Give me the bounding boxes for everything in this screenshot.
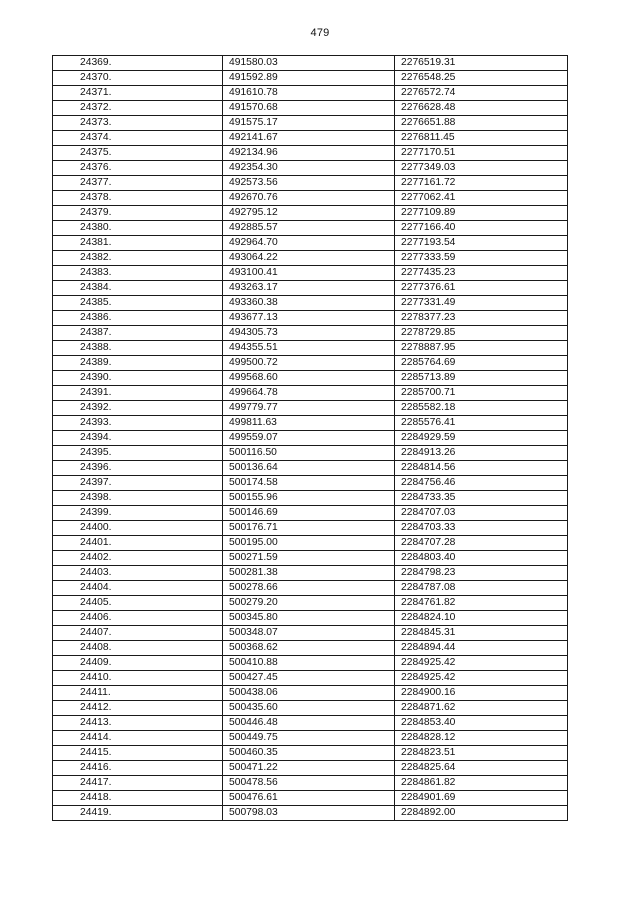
- x-coordinate-cell: 491592.89: [223, 71, 395, 86]
- y-coordinate-cell: 2278887.95: [395, 341, 568, 356]
- point-number-cell: 24395.: [53, 446, 223, 461]
- x-coordinate-cell: 500345.80: [223, 611, 395, 626]
- table-row: [53, 446, 568, 461]
- y-coordinate-cell: 2277331.49: [395, 296, 568, 311]
- x-coordinate-cell: 491610.78: [223, 86, 395, 101]
- table-row: [53, 731, 568, 746]
- y-coordinate-cell: 2277109.89: [395, 206, 568, 221]
- table-row: [53, 341, 568, 356]
- y-coordinate-cell: 2284756.46: [395, 476, 568, 491]
- y-coordinate-cell: 2276519.31: [395, 56, 568, 71]
- table-row: [53, 371, 568, 386]
- y-coordinate-cell: 2276651.88: [395, 116, 568, 131]
- y-coordinate-cell: 2284861.82: [395, 776, 568, 791]
- y-coordinate-cell: 2284901.69: [395, 791, 568, 806]
- x-coordinate-cell: 491575.17: [223, 116, 395, 131]
- x-coordinate-cell: 499500.72: [223, 356, 395, 371]
- y-coordinate-cell: 2284707.03: [395, 506, 568, 521]
- x-coordinate-cell: 499779.77: [223, 401, 395, 416]
- y-coordinate-cell: 2284798.23: [395, 566, 568, 581]
- x-coordinate-cell: 500798.03: [223, 806, 395, 821]
- point-number-cell: 24370.: [53, 71, 223, 86]
- y-coordinate-cell: 2285764.69: [395, 356, 568, 371]
- x-coordinate-cell: 493064.22: [223, 251, 395, 266]
- table-row: [53, 626, 568, 641]
- y-coordinate-cell: 2278377.23: [395, 311, 568, 326]
- page-number: 479: [310, 27, 330, 39]
- table-row: [53, 206, 568, 221]
- point-number-cell: 24385.: [53, 296, 223, 311]
- y-coordinate-cell: 2284828.12: [395, 731, 568, 746]
- x-coordinate-cell: 500136.64: [223, 461, 395, 476]
- x-coordinate-cell: 500476.61: [223, 791, 395, 806]
- table-row: [53, 161, 568, 176]
- x-coordinate-cell: 500174.58: [223, 476, 395, 491]
- point-number-cell: 24379.: [53, 206, 223, 221]
- point-number-cell: 24403.: [53, 566, 223, 581]
- x-coordinate-cell: 499664.78: [223, 386, 395, 401]
- table-row: [53, 701, 568, 716]
- y-coordinate-cell: 2284929.59: [395, 431, 568, 446]
- x-coordinate-cell: 500279.20: [223, 596, 395, 611]
- point-number-cell: 24377.: [53, 176, 223, 191]
- y-coordinate-cell: 2277193.54: [395, 236, 568, 251]
- x-coordinate-cell: 499559.07: [223, 431, 395, 446]
- point-number-cell: 24393.: [53, 416, 223, 431]
- x-coordinate-cell: 500449.75: [223, 731, 395, 746]
- table-row: [53, 416, 568, 431]
- x-coordinate-cell: 500471.22: [223, 761, 395, 776]
- y-coordinate-cell: 2277062.41: [395, 191, 568, 206]
- table-row: [53, 656, 568, 671]
- point-number-cell: 24417.: [53, 776, 223, 791]
- y-coordinate-cell: 2285576.41: [395, 416, 568, 431]
- table-row: [53, 611, 568, 626]
- point-number-cell: 24383.: [53, 266, 223, 281]
- table-row: [53, 221, 568, 236]
- point-number-cell: 24388.: [53, 341, 223, 356]
- table-row: [53, 461, 568, 476]
- point-number-cell: 24419.: [53, 806, 223, 821]
- point-number-cell: 24378.: [53, 191, 223, 206]
- point-number-cell: 24409.: [53, 656, 223, 671]
- table-row: [53, 476, 568, 491]
- table-row: [53, 311, 568, 326]
- x-coordinate-cell: 500435.60: [223, 701, 395, 716]
- table-row: [53, 146, 568, 161]
- table-row: [53, 101, 568, 116]
- x-coordinate-cell: 500116.50: [223, 446, 395, 461]
- x-coordinate-cell: 493263.17: [223, 281, 395, 296]
- table-row: [53, 56, 568, 71]
- y-coordinate-cell: 2277161.72: [395, 176, 568, 191]
- point-number-cell: 24394.: [53, 431, 223, 446]
- x-coordinate-cell: 499568.60: [223, 371, 395, 386]
- table-row: [53, 386, 568, 401]
- y-coordinate-cell: 2278729.85: [395, 326, 568, 341]
- y-coordinate-cell: 2284733.35: [395, 491, 568, 506]
- y-coordinate-cell: 2284824.10: [395, 611, 568, 626]
- y-coordinate-cell: 2284707.28: [395, 536, 568, 551]
- point-number-cell: 24397.: [53, 476, 223, 491]
- y-coordinate-cell: 2284825.64: [395, 761, 568, 776]
- table-row: [53, 236, 568, 251]
- y-coordinate-cell: 2276548.25: [395, 71, 568, 86]
- table-row: [53, 761, 568, 776]
- y-coordinate-cell: 2284900.16: [395, 686, 568, 701]
- point-number-cell: 24382.: [53, 251, 223, 266]
- table-row: [53, 71, 568, 86]
- table-row: [53, 326, 568, 341]
- x-coordinate-cell: 493677.13: [223, 311, 395, 326]
- x-coordinate-cell: 500438.06: [223, 686, 395, 701]
- point-number-cell: 24390.: [53, 371, 223, 386]
- point-number-cell: 24380.: [53, 221, 223, 236]
- table-row: [53, 776, 568, 791]
- point-number-cell: 24413.: [53, 716, 223, 731]
- table-row: [53, 266, 568, 281]
- table-row: [53, 296, 568, 311]
- y-coordinate-cell: 2284703.33: [395, 521, 568, 536]
- table-row: [53, 746, 568, 761]
- point-number-cell: 24400.: [53, 521, 223, 536]
- point-number-cell: 24405.: [53, 596, 223, 611]
- table-row: [53, 281, 568, 296]
- point-number-cell: 24415.: [53, 746, 223, 761]
- point-number-cell: 24371.: [53, 86, 223, 101]
- point-number-cell: 24372.: [53, 101, 223, 116]
- point-number-cell: 24381.: [53, 236, 223, 251]
- table-row: [53, 671, 568, 686]
- x-coordinate-cell: 500146.69: [223, 506, 395, 521]
- x-coordinate-cell: 492573.56: [223, 176, 395, 191]
- point-number-cell: 24402.: [53, 551, 223, 566]
- x-coordinate-cell: 492141.67: [223, 131, 395, 146]
- x-coordinate-cell: 492964.70: [223, 236, 395, 251]
- y-coordinate-cell: 2284913.26: [395, 446, 568, 461]
- point-number-cell: 24408.: [53, 641, 223, 656]
- x-coordinate-cell: 491570.68: [223, 101, 395, 116]
- point-number-cell: 24387.: [53, 326, 223, 341]
- x-coordinate-cell: 492885.57: [223, 221, 395, 236]
- table-row: [53, 521, 568, 536]
- table-row: [53, 536, 568, 551]
- y-coordinate-cell: 2284823.51: [395, 746, 568, 761]
- y-coordinate-cell: 2277349.03: [395, 161, 568, 176]
- table-row: [53, 791, 568, 806]
- y-coordinate-cell: 2284761.82: [395, 596, 568, 611]
- x-coordinate-cell: 500348.07: [223, 626, 395, 641]
- table-row: [53, 491, 568, 506]
- coordinates-table-body: [53, 56, 568, 821]
- point-number-cell: 24414.: [53, 731, 223, 746]
- point-number-cell: 24375.: [53, 146, 223, 161]
- point-number-cell: 24418.: [53, 791, 223, 806]
- table-row: [53, 251, 568, 266]
- x-coordinate-cell: 494305.73: [223, 326, 395, 341]
- point-number-cell: 24391.: [53, 386, 223, 401]
- y-coordinate-cell: 2277170.51: [395, 146, 568, 161]
- table-row: [53, 431, 568, 446]
- x-coordinate-cell: 500271.59: [223, 551, 395, 566]
- table-row: [53, 551, 568, 566]
- table-row: [53, 176, 568, 191]
- y-coordinate-cell: 2284803.40: [395, 551, 568, 566]
- x-coordinate-cell: 500446.48: [223, 716, 395, 731]
- point-number-cell: 24374.: [53, 131, 223, 146]
- point-number-cell: 24407.: [53, 626, 223, 641]
- table-row: [53, 401, 568, 416]
- y-coordinate-cell: 2285582.18: [395, 401, 568, 416]
- point-number-cell: 24416.: [53, 761, 223, 776]
- point-number-cell: 24411.: [53, 686, 223, 701]
- table-row: [53, 806, 568, 821]
- y-coordinate-cell: 2284787.08: [395, 581, 568, 596]
- y-coordinate-cell: 2276811.45: [395, 131, 568, 146]
- x-coordinate-cell: 492795.12: [223, 206, 395, 221]
- y-coordinate-cell: 2284892.00: [395, 806, 568, 821]
- y-coordinate-cell: 2284925.42: [395, 656, 568, 671]
- y-coordinate-cell: 2276572.74: [395, 86, 568, 101]
- table-row: [53, 116, 568, 131]
- y-coordinate-cell: 2284814.56: [395, 461, 568, 476]
- point-number-cell: 24399.: [53, 506, 223, 521]
- y-coordinate-cell: 2285713.89: [395, 371, 568, 386]
- table-row: [53, 641, 568, 656]
- coordinates-table: [52, 55, 568, 821]
- point-number-cell: 24398.: [53, 491, 223, 506]
- point-number-cell: 24384.: [53, 281, 223, 296]
- x-coordinate-cell: 500368.62: [223, 641, 395, 656]
- x-coordinate-cell: 494355.51: [223, 341, 395, 356]
- x-coordinate-cell: 500478.56: [223, 776, 395, 791]
- x-coordinate-cell: 492670.76: [223, 191, 395, 206]
- point-number-cell: 24369.: [53, 56, 223, 71]
- y-coordinate-cell: 2277333.59: [395, 251, 568, 266]
- x-coordinate-cell: 500427.45: [223, 671, 395, 686]
- x-coordinate-cell: 492354.30: [223, 161, 395, 176]
- point-number-cell: 24401.: [53, 536, 223, 551]
- table-row: [53, 566, 568, 581]
- y-coordinate-cell: 2284894.44: [395, 641, 568, 656]
- point-number-cell: 24410.: [53, 671, 223, 686]
- table-row: [53, 191, 568, 206]
- x-coordinate-cell: 500155.96: [223, 491, 395, 506]
- table-row: [53, 581, 568, 596]
- point-number-cell: 24376.: [53, 161, 223, 176]
- table-row: [53, 86, 568, 101]
- x-coordinate-cell: 491580.03: [223, 56, 395, 71]
- x-coordinate-cell: 500176.71: [223, 521, 395, 536]
- x-coordinate-cell: 500410.88: [223, 656, 395, 671]
- y-coordinate-cell: 2277435.23: [395, 266, 568, 281]
- point-number-cell: 24389.: [53, 356, 223, 371]
- x-coordinate-cell: 500278.66: [223, 581, 395, 596]
- point-number-cell: 24404.: [53, 581, 223, 596]
- x-coordinate-cell: 493100.41: [223, 266, 395, 281]
- table-row: [53, 716, 568, 731]
- x-coordinate-cell: 500460.35: [223, 746, 395, 761]
- x-coordinate-cell: 492134.96: [223, 146, 395, 161]
- table-row: [53, 686, 568, 701]
- x-coordinate-cell: 499811.63: [223, 416, 395, 431]
- y-coordinate-cell: 2285700.71: [395, 386, 568, 401]
- point-number-cell: 24412.: [53, 701, 223, 716]
- point-number-cell: 24373.: [53, 116, 223, 131]
- table-row: [53, 356, 568, 371]
- y-coordinate-cell: 2284845.31: [395, 626, 568, 641]
- x-coordinate-cell: 500195.00: [223, 536, 395, 551]
- x-coordinate-cell: 500281.38: [223, 566, 395, 581]
- y-coordinate-cell: 2276628.48: [395, 101, 568, 116]
- point-number-cell: 24386.: [53, 311, 223, 326]
- y-coordinate-cell: 2284853.40: [395, 716, 568, 731]
- table-row: [53, 506, 568, 521]
- point-number-cell: 24406.: [53, 611, 223, 626]
- x-coordinate-cell: 493360.38: [223, 296, 395, 311]
- table-row: [53, 131, 568, 146]
- point-number-cell: 24392.: [53, 401, 223, 416]
- table-row: [53, 596, 568, 611]
- y-coordinate-cell: 2284871.62: [395, 701, 568, 716]
- y-coordinate-cell: 2284925.42: [395, 671, 568, 686]
- y-coordinate-cell: 2277376.61: [395, 281, 568, 296]
- point-number-cell: 24396.: [53, 461, 223, 476]
- y-coordinate-cell: 2277166.40: [395, 221, 568, 236]
